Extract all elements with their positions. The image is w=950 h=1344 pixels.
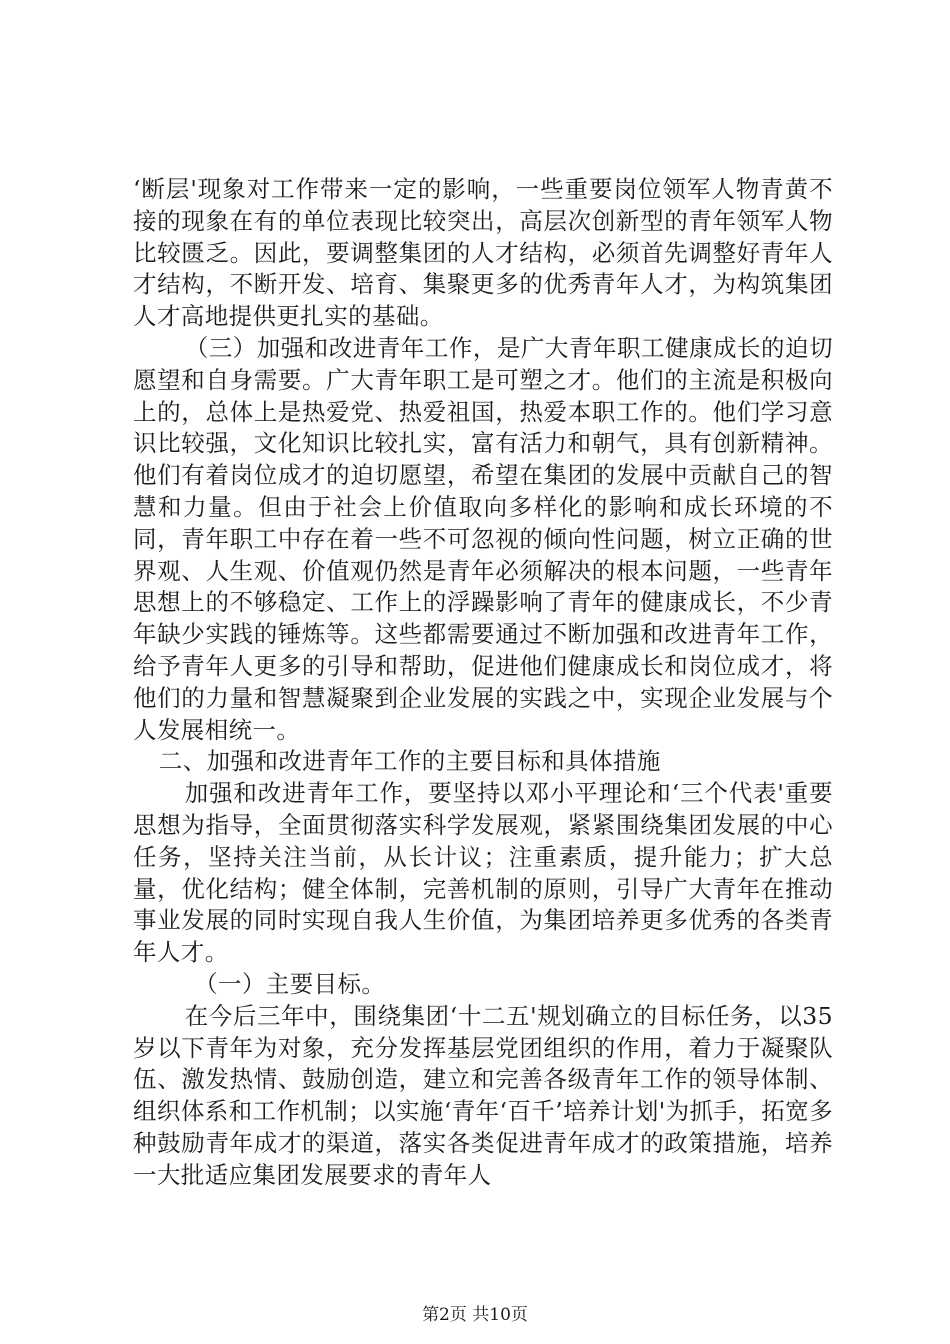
paragraph-talent-gap: ‘断层'现象对工作带来一定的影响，一些重要岗位领军人物青黄不接的现象在有的单位表现比较突出，高层次创新型的青年领军人物比较匮乏。因此，要调整集团的人才结构，必须首先调整好青年人才结构，不断开发、培育、集聚更多的优秀青年人才，为构筑集团人才高地提供更扎实的基础。 <box>133 175 833 331</box>
document-body <box>133 174 833 1192</box>
paragraph-guiding-principle: 加强和改进青年工作，要坚持以邓小平理论和‘三个代表'重要思想为指导，全面贯彻落实科学发展观，紧紧围绕集团发展的中心任务，坚持关注当前，从长计议；注重素质，提升能力；扩大总量，优化结构；健全体制，完善机制的原则，引导广大青年在推动事业发展的同时实现自我人生价值，为集团培养更多优秀的各类青年人才。 <box>133 779 833 967</box>
page-footer: 第2页 共10页 <box>422 1305 528 1325</box>
subheading-main-goals: （一）主要目标。 <box>194 969 386 998</box>
paragraph-three-year-plan: 在今后三年中，围绕集团‘十二五'规划确立的目标任务，以35岁以下青年为对象，充分发挥基层党团组织的作用，着力于凝聚队伍、激发热情、鼓励创造，建立和完善各级青年工作的领导体制、组织体系和工作机制；以实施‘青年‘百千’培养计划'为抓手，拓宽多种鼓励青年成才的渠道，落实各类促进青年成才的政策措施，培养一大批适应集团发展要求的青年人 <box>133 1001 833 1189</box>
paragraph-section-three: （三）加强和改进青年工作，是广大青年职工健康成长的迫切愿望和自身需要。广大青年职工是可塑之才。他们的主流是积极向上的，总体上是热爱党、热爱祖国，热爱本职工作的。他们学习意识比较强，文化知识比较扎实，富有活力和朝气，具有创新精神。他们有着岗位成才的迫切愿望，希望在集团的发展中贡献自己的智慧和力量。但由于社会上价值取向多样化的影响和成长环境的不同，青年职工中存在着一些不可忽视的倾向性问题，树立正确的世界观、人生观、价值观仍然是青年必须解决的根本问题，一些青年思想上的不够稳定、工作上的浮躁影响了青年的健康成长，不少青年缺少实践的锤炼等。这些都需要通过不断加强和改进青年工作，给予青年人更多的引导和帮助，促进他们健康成长和岗位成才，将他们的力量和智慧凝聚到企业发展的实践之中，实现企业发展与个人发展相统一。 <box>133 333 833 744</box>
section-heading-goals-measures: 二、加强和改进青年工作的主要目标和具体措施 <box>158 747 661 776</box>
